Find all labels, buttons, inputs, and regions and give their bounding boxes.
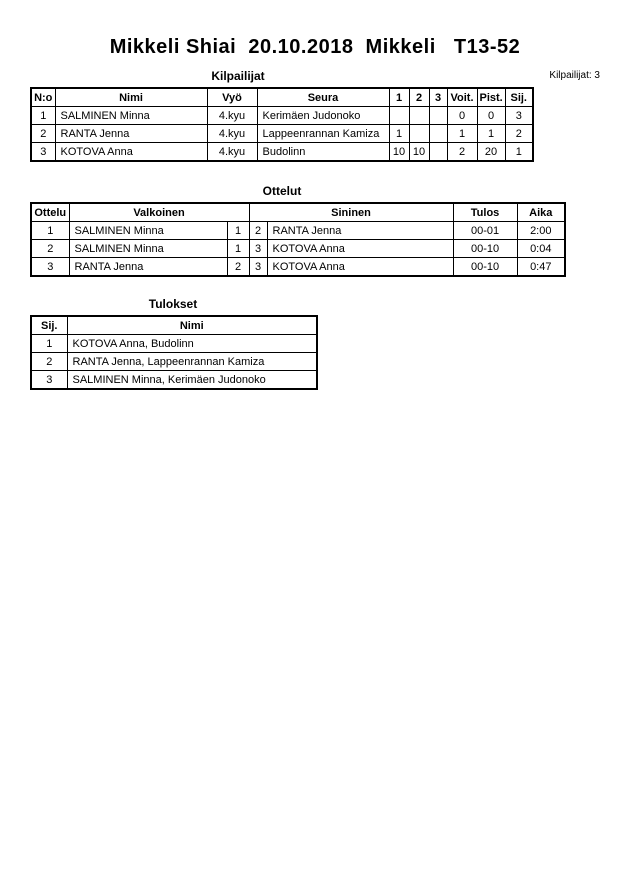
cell-score-3: [429, 143, 447, 162]
cell-no: 2: [31, 125, 55, 143]
ottelut-table: [30, 202, 566, 277]
cell-tulos: 00-10: [453, 240, 517, 258]
table-row: [31, 107, 533, 125]
header-cell-tulos: Tulos: [453, 203, 517, 222]
table-row: [31, 353, 317, 371]
table-row: [31, 125, 533, 143]
section-ottelut-title: Ottelut: [262, 184, 302, 198]
tulokset-table: [30, 315, 318, 390]
cell-white-name: SALMINEN Minna: [69, 240, 227, 258]
header-cell-sininen: Sininen: [249, 203, 453, 222]
table-row: [31, 143, 533, 162]
cell-pist: 1: [477, 125, 505, 143]
cell-score-3: [429, 125, 447, 143]
header-cell-ottelu: Ottelu: [31, 203, 69, 222]
cell-pist: 20: [477, 143, 505, 162]
cell-white-name: RANTA Jenna: [69, 258, 227, 277]
cell-score-1: 1: [389, 125, 409, 143]
cell-white-no: 1: [227, 240, 249, 258]
cell-nimi: RANTA Jenna: [55, 125, 207, 143]
cell-sij: 2: [505, 125, 533, 143]
cell-voit: 1: [447, 125, 477, 143]
section-tulokset-header: [30, 297, 600, 311]
cell-nimi: KOTOVA Anna: [55, 143, 207, 162]
header-cell-1: 1: [389, 88, 409, 107]
cell-score-2: 10: [409, 143, 429, 162]
cell-vyo: 4.kyu: [207, 125, 257, 143]
cell-vyo: 4.kyu: [207, 143, 257, 162]
cell-aika: 2:00: [517, 222, 565, 240]
section-kilpailijat-header: [30, 69, 600, 83]
header-cell-3: 3: [429, 88, 447, 107]
kilpailijat-header-row: [31, 88, 533, 107]
cell-vyo: 4.kyu: [207, 107, 257, 125]
table-row: [31, 335, 317, 353]
cell-sij: 3: [31, 371, 67, 390]
section-kilpailijat-title: Kilpailijat: [211, 69, 265, 83]
cell-blue-name: KOTOVA Anna: [267, 258, 453, 277]
header-cell-nimi: Nimi: [67, 316, 317, 335]
cell-score-2: [409, 125, 429, 143]
header-cell-seura: Seura: [257, 88, 389, 107]
section-tulokset-title: Tulokset: [148, 297, 198, 311]
cell-pist: 0: [477, 107, 505, 125]
header-cell-nimi: Nimi: [55, 88, 207, 107]
header-cell-sij: Sij.: [505, 88, 533, 107]
header-cell-valkoinen: Valkoinen: [69, 203, 249, 222]
tulokset-header-row: [31, 316, 317, 335]
header-cell-2: 2: [409, 88, 429, 107]
section-ottelut-header: [30, 184, 600, 198]
page-title: Mikkeli Shiai 20.10.2018 Mikkeli T13-52: [109, 36, 521, 58]
table-row: [31, 240, 565, 258]
competitors-count: Kilpailijat: 3: [549, 70, 600, 81]
header-cell-aika: Aika: [517, 203, 565, 222]
cell-nimi: RANTA Jenna, Lappeenrannan Kamiza: [67, 353, 317, 371]
cell-sij: 1: [505, 143, 533, 162]
header-cell-pist: Pist.: [477, 88, 505, 107]
cell-match-no: 1: [31, 222, 69, 240]
cell-score-2: [409, 107, 429, 125]
cell-voit: 2: [447, 143, 477, 162]
cell-sij: 3: [505, 107, 533, 125]
spacer: [30, 162, 600, 184]
cell-sij: 1: [31, 335, 67, 353]
cell-white-no: 2: [227, 258, 249, 277]
cell-blue-name: KOTOVA Anna: [267, 240, 453, 258]
cell-voit: 0: [447, 107, 477, 125]
kilpailijat-table: [30, 87, 534, 162]
cell-blue-no: 3: [249, 258, 267, 277]
cell-nimi: SALMINEN Minna, Kerimäen Judonoko: [67, 371, 317, 390]
header-cell-no: N:o: [31, 88, 55, 107]
header-cell-sij: Sij.: [31, 316, 67, 335]
cell-no: 3: [31, 143, 55, 162]
header-cell-voit: Voit.: [447, 88, 477, 107]
cell-aika: 0:47: [517, 258, 565, 277]
cell-tulos: 00-10: [453, 258, 517, 277]
spacer: [30, 277, 600, 297]
table-row: [31, 222, 565, 240]
cell-no: 1: [31, 107, 55, 125]
cell-blue-no: 3: [249, 240, 267, 258]
cell-score-1: [389, 107, 409, 125]
cell-tulos: 00-01: [453, 222, 517, 240]
cell-seura: Budolinn: [257, 143, 389, 162]
cell-score-1: 10: [389, 143, 409, 162]
ottelut-header-row: [31, 203, 565, 222]
cell-white-no: 1: [227, 222, 249, 240]
cell-white-name: SALMINEN Minna: [69, 222, 227, 240]
cell-score-3: [429, 107, 447, 125]
cell-aika: 0:04: [517, 240, 565, 258]
cell-seura: Lappeenrannan Kamiza: [257, 125, 389, 143]
cell-blue-name: RANTA Jenna: [267, 222, 453, 240]
cell-match-no: 3: [31, 258, 69, 277]
cell-sij: 2: [31, 353, 67, 371]
cell-nimi: SALMINEN Minna: [55, 107, 207, 125]
cell-seura: Kerimäen Judonoko: [257, 107, 389, 125]
header-cell-vyo: Vyö: [207, 88, 257, 107]
table-row: [31, 258, 565, 277]
table-row: [31, 371, 317, 390]
cell-blue-no: 2: [249, 222, 267, 240]
cell-nimi: KOTOVA Anna, Budolinn: [67, 335, 317, 353]
cell-match-no: 2: [31, 240, 69, 258]
